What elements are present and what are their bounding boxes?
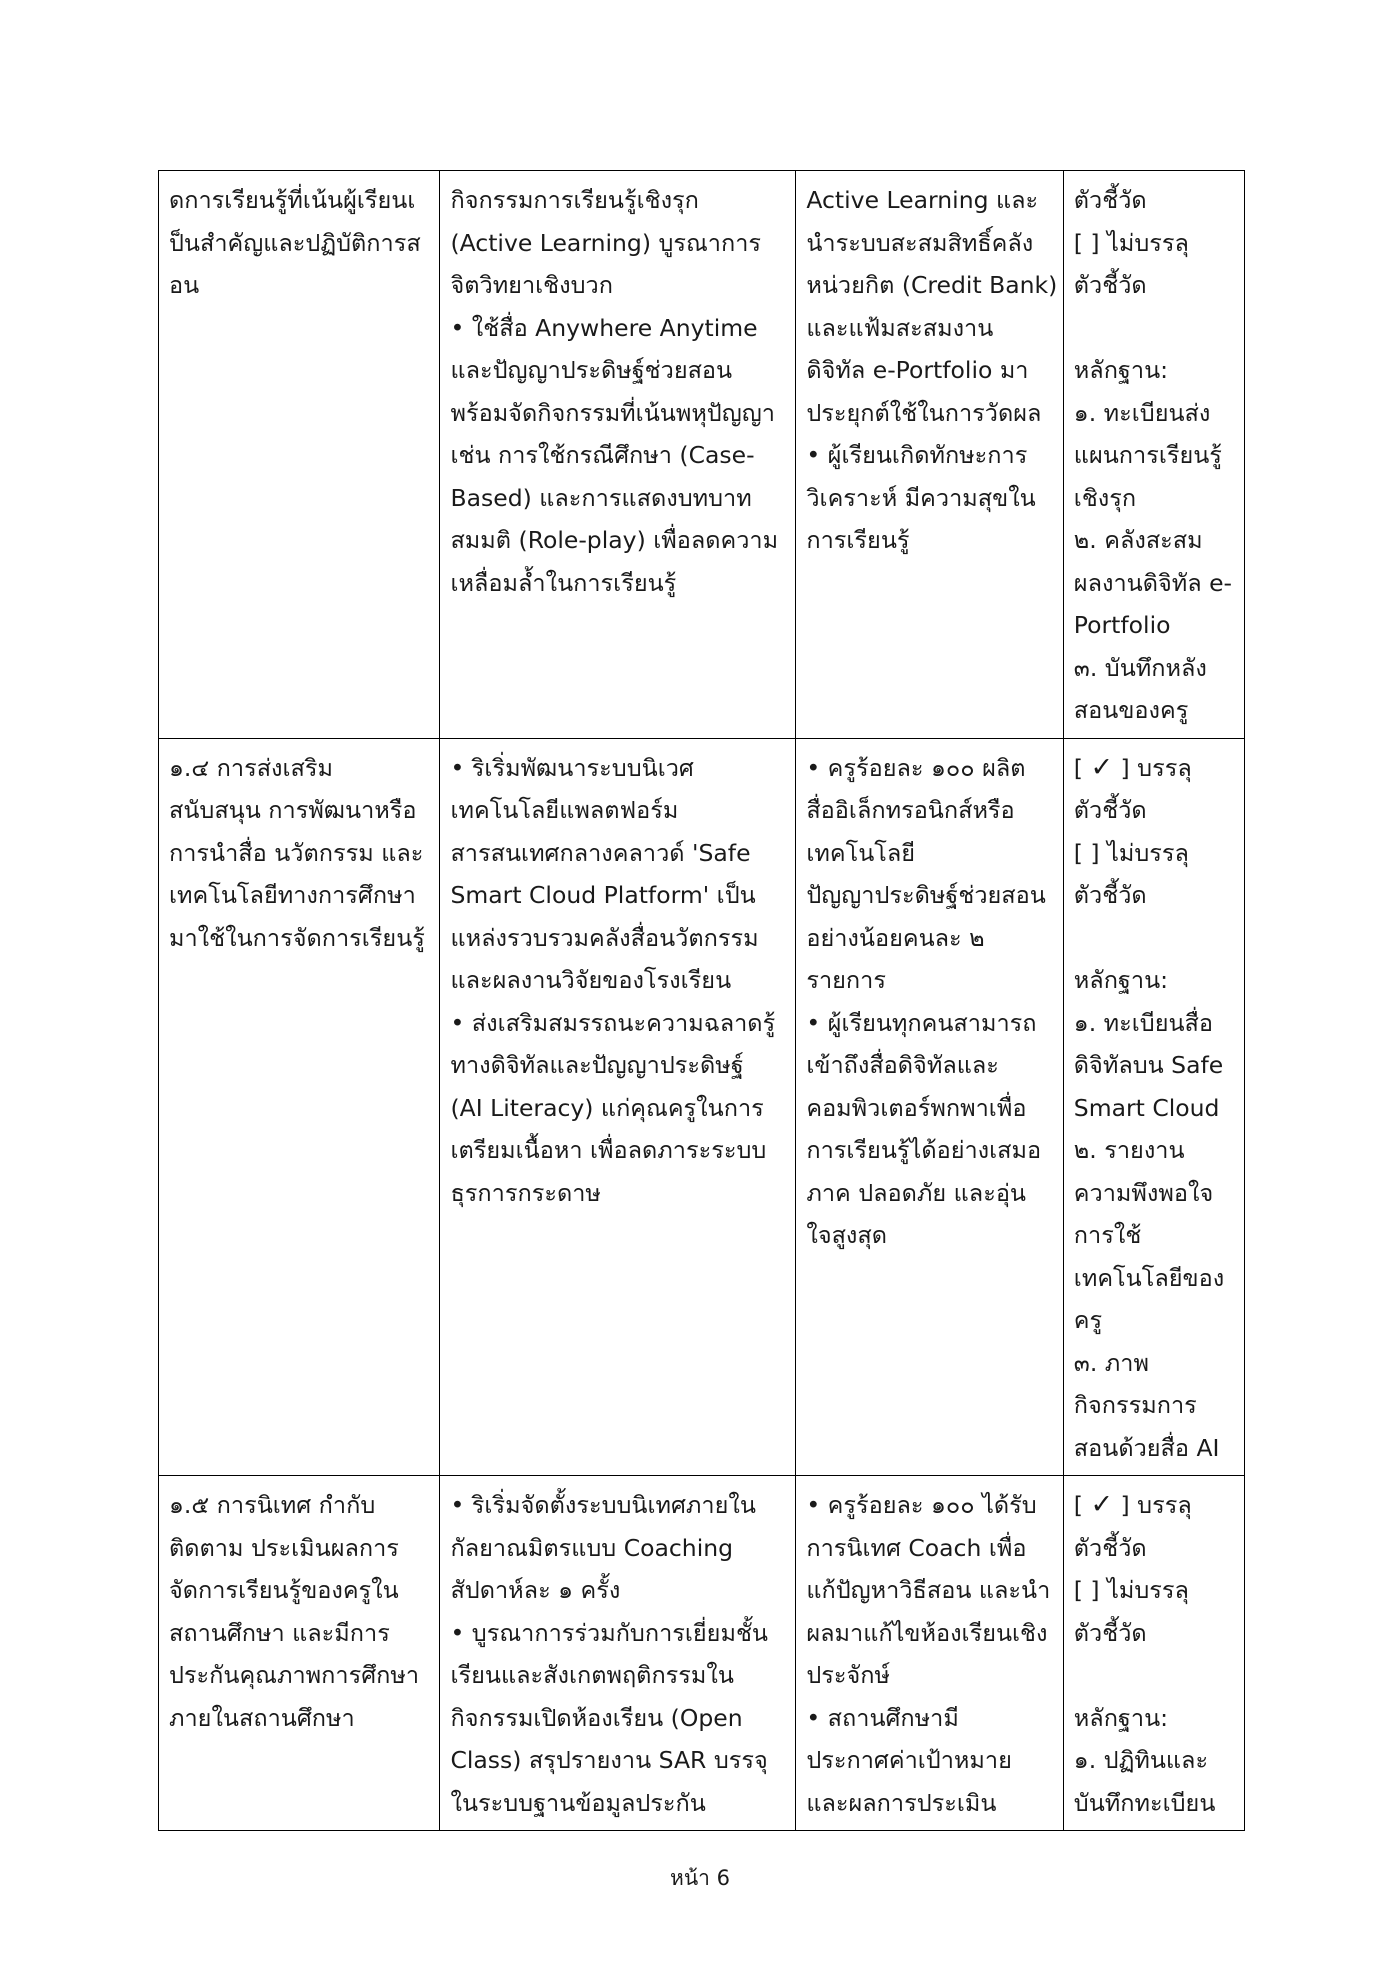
result-line: • ครูร้อยละ ๑๐๐ ได้รับ (806, 1491, 1037, 1519)
evidence-line: Portfolio (1073, 611, 1171, 639)
result-line: วิเคราะห์ มีความสุขใน (806, 483, 1036, 512)
topic-line: ดการเรียนรู้ที่เน้นผู้เรียนเ (169, 186, 416, 214)
indicator-cell (1063, 738, 1244, 1476)
achieved-checkbox (1074, 747, 1234, 790)
topic-line: ๑.๔ การส่งเสริม (169, 753, 333, 782)
result-line: ภาค ปลอดภัย และอุ่น (806, 1178, 1026, 1207)
result-line: อย่างน้อยคนละ ๒ (806, 923, 985, 952)
not-achieved-checkbox: [ ] ไม่บรรลุ (1073, 838, 1189, 867)
result-line: การเรียนรู้ได้อย่างเสมอ (806, 1136, 1042, 1164)
result-line: และผลการประเมิน (806, 1788, 997, 1817)
page-number: หน้า 6 (669, 1866, 731, 1890)
result-line: สื่ออิเล็กทรอนิกส์หรือ (806, 796, 1015, 824)
evidence-label: หลักฐาน: (1073, 966, 1169, 994)
result-line: ใจสูงสุด (806, 1221, 888, 1249)
result-line: • สถานศึกษามี (806, 1703, 959, 1732)
evidence-label: หลักฐาน: (1073, 1703, 1169, 1732)
result-line: เข้าถึงสื่อดิจิทัลและ (806, 1051, 999, 1079)
process-line: Smart Cloud Platform' เป็น (450, 881, 756, 909)
topic-line: ป็นสำคัญและปฏิบัติการส (169, 228, 421, 257)
process-line: แหล่งรวบรวมคลังสื่อนวัตกรรม (450, 923, 759, 952)
evidence-line: กิจกรรมการ (1073, 1391, 1197, 1419)
evidence-line: ๒. รายงาน (1073, 1136, 1185, 1164)
result-line: Active Learning และ (806, 186, 1039, 214)
evidence-line: เทคโนโลยีของ (1073, 1263, 1225, 1292)
process-line: สัปดาห์ละ ๑ ครั้ง (450, 1576, 621, 1604)
process-line: ในระบบฐานข้อมูลประกัน (450, 1788, 706, 1817)
topic-line: เทคโนโลยีทางการศึกษา (169, 881, 416, 909)
process-line: จิตวิทยาเชิงบวก (450, 271, 613, 299)
process-line: เรียนและสังเกตพฤติกรรมใน (450, 1661, 734, 1689)
topic-cell (159, 171, 440, 739)
evidence-line: แผนการเรียนรู้ (1073, 441, 1222, 469)
achieved-label: ] บรรลุ (1113, 753, 1192, 782)
indicator-cell (1063, 171, 1244, 739)
topic-line: ประกันคุณภาพการศึกษา (169, 1661, 420, 1689)
process-line: สารสนเทศกลางคลาวด์ 'Safe (450, 838, 751, 867)
spacer (1074, 917, 1234, 960)
result-line: ผลมาแก้ไขห้องเรียนเชิง (806, 1618, 1048, 1647)
process-line: กัลยาณมิตรแบบ Coaching (450, 1533, 734, 1562)
evidence-line: สอนด้วยสื่อ AI (1073, 1433, 1220, 1462)
indicator-line: ตัวชี้วัด (1073, 1618, 1147, 1647)
result-line: หน่วยกิต (Credit Bank) (806, 271, 1058, 299)
result-cell (796, 171, 1063, 739)
result-line: • ผู้เรียนทุกคนสามารถ (806, 1008, 1037, 1037)
result-line: • ผู้เรียนเกิดทักษะการ (806, 441, 1028, 469)
process-line: • ใช้สื่อ Anywhere Anytime (450, 313, 758, 342)
process-cell (440, 171, 796, 739)
result-line: ประยุกต์ใช้ในการวัดผล (806, 398, 1042, 427)
evidence-line: เชิงรุก (1073, 483, 1137, 512)
process-line: กิจกรรมการเรียนรู้เชิงรุก (450, 186, 699, 214)
topic-line: ติดตาม ประเมินผลการ (169, 1533, 399, 1562)
table-row (159, 171, 1245, 739)
evidence-line: ความพึงพอใจ (1073, 1178, 1214, 1207)
topic-cell (159, 738, 440, 1476)
process-line: เตรียมเนื้อหา เพื่อลดภาระระบบ (450, 1136, 767, 1164)
topic-line: ภายในสถานศึกษา (169, 1703, 355, 1732)
process-line: ทางดิจิทัลและปัญญาประดิษฐ์ (450, 1051, 744, 1079)
indicator-table (158, 170, 1245, 1831)
topic-line: จัดการเรียนรู้ของครูใน (169, 1576, 399, 1604)
result-line: รายการ (806, 966, 886, 994)
indicator-cell (1063, 1476, 1244, 1831)
process-line: กิจกรรมเปิดห้องเรียน (Open (450, 1703, 743, 1732)
process-cell (440, 738, 796, 1476)
evidence-line: การใช้ (1073, 1221, 1142, 1249)
topic-line: อน (169, 271, 200, 299)
evidence-line: ผลงานดิจิทัล e- (1073, 568, 1233, 597)
check-icon: ✓ (1090, 1489, 1114, 1520)
result-line: นำระบบสะสมสิทธิ์คลัง (806, 228, 1034, 257)
process-line: (Active Learning) บูรณาการ (450, 228, 762, 257)
topic-line: ๑.๕ การนิเทศ กำกับ (169, 1491, 376, 1519)
indicator-line: ตัวชี้วัด (1073, 881, 1147, 909)
spacer (1074, 307, 1234, 350)
bracket-open: [ (1073, 1491, 1091, 1519)
process-line: (AI Literacy) แก่คุณครูในการ (450, 1093, 764, 1122)
evidence-line: ๓. บันทึกหลัง (1073, 653, 1207, 682)
check-icon: ✓ (1090, 751, 1114, 783)
evidence-line: ๑. ทะเบียนส่ง (1073, 398, 1211, 427)
evidence-line: ๓. ภาพ (1073, 1348, 1149, 1377)
topic-line: สถานศึกษา และมีการ (169, 1618, 390, 1647)
process-cell (440, 1476, 796, 1831)
indicator-line: ตัวชี้วัด (1073, 271, 1147, 299)
result-line: ดิจิทัล e-Portfolio มา (806, 356, 1029, 384)
process-line: สมมติ (Role-play) เพื่อลดความ (450, 526, 779, 554)
process-line: • ส่งเสริมสมรรถนะความฉลาดรู้ (450, 1008, 776, 1037)
evidence-line: Smart Cloud (1073, 1093, 1220, 1122)
process-line: เช่น การใช้กรณีศึกษา (Case- (450, 441, 755, 469)
result-line: เทคโนโลยี (806, 838, 916, 867)
process-line: • บูรณาการร่วมกับการเยี่ยมชั้น (450, 1618, 768, 1647)
evidence-label: หลักฐาน: (1073, 356, 1169, 384)
process-line: และปัญญาประดิษฐ์ช่วยสอน (450, 356, 733, 384)
topic-line: สนับสนุน การพัฒนาหรือ (169, 796, 417, 824)
table-row (159, 738, 1245, 1476)
result-line: ประจักษ์ (806, 1661, 890, 1689)
indicator-line: ตัวชี้วัด (1073, 1533, 1147, 1562)
not-achieved-checkbox: [ ] ไม่บรรลุ (1073, 228, 1189, 257)
result-line: การนิเทศ Coach เพื่อ (806, 1533, 1027, 1562)
achieved-checkbox (1074, 1484, 1234, 1527)
bracket-open: [ (1073, 753, 1091, 782)
result-line: แก้ปัญหาวิธีสอน และนำ (806, 1576, 1051, 1604)
indicator-line: ตัวชี้วัด (1073, 796, 1147, 824)
process-line: • ริเริ่มจัดตั้งระบบนิเทศภายใน (450, 1491, 756, 1519)
result-line: ประกาศค่าเป้าหมาย (806, 1746, 1012, 1774)
evidence-line: บันทึกทะเบียน (1073, 1788, 1216, 1817)
achieved-label: ] บรรลุ (1113, 1491, 1192, 1519)
process-line: • ริเริ่มพัฒนาระบบนิเวศ (450, 753, 694, 782)
evidence-line: ๑. ปฏิทินและ (1073, 1746, 1209, 1774)
result-cell (796, 1476, 1063, 1831)
evidence-line: ครู (1073, 1306, 1103, 1334)
result-line: • ครูร้อยละ ๑๐๐ ผลิต (806, 753, 1026, 782)
process-line: เทคโนโลยีแพลตฟอร์ม (450, 796, 679, 824)
evidence-line: ๒. คลังสะสม (1073, 526, 1203, 554)
result-cell (796, 738, 1063, 1476)
result-line: การเรียนรู้ (806, 526, 910, 554)
evidence-line: ดิจิทัลบน Safe (1073, 1051, 1224, 1079)
indicator-line: ตัวชี้วัด (1073, 186, 1147, 214)
process-line: Class) สรุปรายงาน SAR บรรจุ (450, 1746, 768, 1774)
process-line: เหลื่อมล้ำในการเรียนรู้ (450, 568, 677, 597)
result-line: ปัญญาประดิษฐ์ช่วยสอน (806, 881, 1046, 909)
process-line: และผลงานวิจัยของโรงเรียน (450, 966, 732, 994)
result-line: และแฟ้มสะสมงาน (806, 313, 994, 342)
process-line: พร้อมจัดกิจกรรมที่เน้นพหุปัญญา (450, 398, 775, 427)
topic-line: การนำสื่อ นวัตกรรม และ (169, 838, 424, 867)
table-row (159, 1476, 1245, 1831)
evidence-line: สอนของครู (1073, 696, 1189, 724)
topic-cell (159, 1476, 440, 1831)
topic-line: มาใช้ในการจัดการเรียนรู้ (169, 923, 425, 952)
evidence-line: ๑. ทะเบียนสื่อ (1073, 1008, 1214, 1037)
spacer (1074, 1654, 1234, 1697)
process-line: Based) และการแสดงบทบาท (450, 483, 752, 512)
not-achieved-checkbox: [ ] ไม่บรรลุ (1073, 1576, 1189, 1604)
process-line: ธุรการกระดาษ (450, 1178, 601, 1207)
result-line: คอมพิวเตอร์พกพาเพื่อ (806, 1093, 1027, 1122)
